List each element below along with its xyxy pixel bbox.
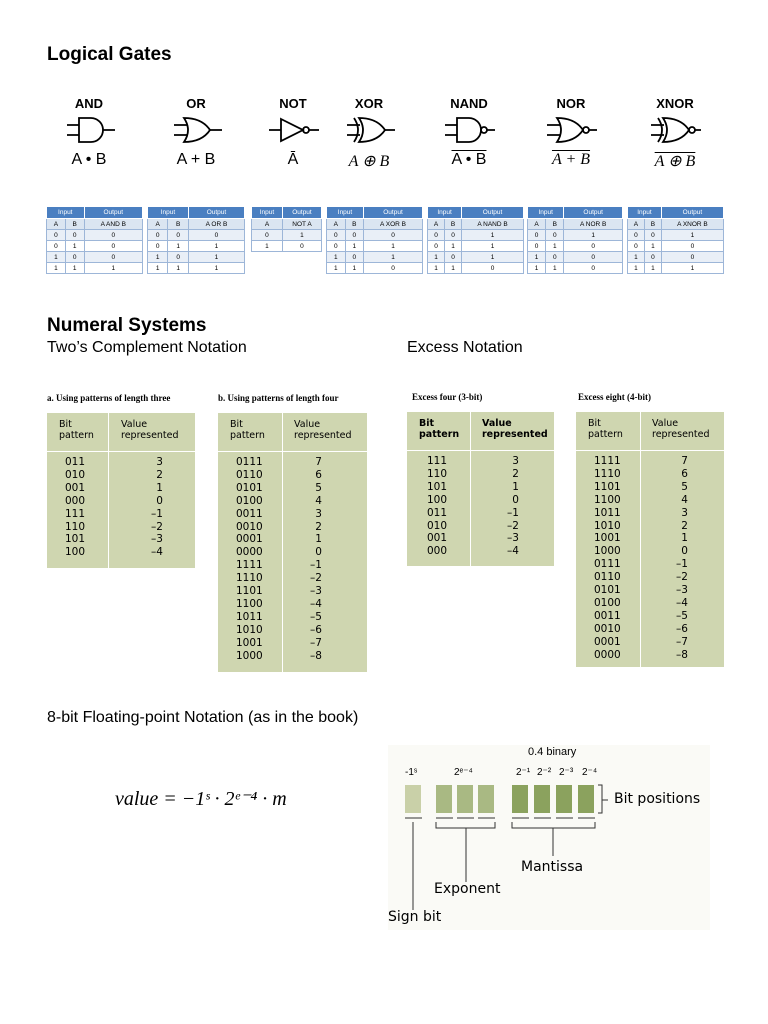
value-header: Value represented — [294, 419, 352, 441]
truth-cell: 1 — [327, 263, 346, 274]
truth-cell: 0 — [661, 252, 723, 263]
truth-cell: 1 — [65, 241, 84, 252]
truth-cell: 0 — [47, 230, 66, 241]
truth-cell: 1 — [84, 263, 142, 274]
input-header: Input — [327, 207, 364, 219]
input-var-label: A — [628, 219, 645, 230]
gate-nand — [434, 96, 504, 169]
truth-cell: 0 — [628, 230, 645, 241]
input-header: Input — [528, 207, 564, 219]
truth-cell: 1 — [445, 241, 462, 252]
truth-cell: 0 — [445, 252, 462, 263]
truth-cell: 0 — [428, 230, 445, 241]
truth-cell: 0 — [546, 230, 564, 241]
twos-4bit-table — [218, 413, 367, 672]
truth-cell: 0 — [661, 241, 723, 252]
diagram-lines — [388, 745, 710, 930]
bit-column: 1111 1110 1101 1100 1011 1010 1001 1000 0111 0110 0101 0100 0011 0010 0001 0000 — [594, 455, 621, 661]
truth-cell: 1 — [644, 241, 661, 252]
gate-or — [161, 96, 231, 169]
truth-cell: 1 — [546, 263, 564, 274]
input-var-label: B — [546, 219, 564, 230]
sign-weight-label: -1ˢ — [405, 767, 418, 778]
gate-expression: A ⊕ B — [654, 153, 696, 170]
not-gate-icon — [263, 115, 323, 145]
truth-cell: 1 — [661, 263, 723, 274]
truth-table — [46, 206, 143, 274]
gate-name: OR — [186, 96, 206, 111]
truth-cell: 1 — [47, 263, 66, 274]
input-var-label: B — [168, 219, 188, 230]
bit-column: 0111 0110 0101 0100 0011 0010 0001 0000 1111 1110 1101 1100 1011 1010 1001 1000 — [236, 456, 263, 662]
input-var-label: B — [65, 219, 84, 230]
value-column: 3 2 1 0 –1 –2 –3 –4 — [507, 455, 519, 558]
or-gate-icon — [166, 115, 226, 145]
truth-cell: 0 — [564, 241, 623, 252]
truth-cell: 1 — [282, 230, 321, 241]
bit-column: 111 110 101 100 011 010 001 000 — [427, 455, 448, 558]
truth-cell: 0 — [84, 241, 142, 252]
input-var-label: A — [327, 219, 346, 230]
truth-cell: 0 — [282, 241, 321, 252]
truth-cell: 1 — [47, 252, 66, 263]
bit-pattern-header: Bit pattern — [588, 418, 623, 440]
truth-cell: 1 — [546, 241, 564, 252]
truth-cell: 0 — [84, 252, 142, 263]
truth-cell: 0 — [528, 241, 546, 252]
truth-cell: 0 — [327, 230, 346, 241]
input-header: Input — [428, 207, 462, 219]
truth-table — [427, 206, 524, 274]
xor-gate-icon — [339, 115, 399, 145]
truth-cell: 1 — [327, 252, 346, 263]
truth-cell: 1 — [188, 263, 244, 274]
truth-cell: 0 — [252, 230, 283, 241]
truth-cell: 0 — [644, 230, 661, 241]
output-expr-label: A XOR B — [364, 219, 423, 230]
floating-formula: value = −1ˢ · 2ᵉ⁻⁴ · m — [115, 788, 287, 810]
truth-cell: 1 — [252, 241, 283, 252]
gate-expression: A + B — [176, 151, 216, 168]
truth-cell: 1 — [462, 252, 524, 263]
truth-cell: 0 — [546, 252, 564, 263]
truth-cell: 0 — [345, 230, 364, 241]
truth-cell: 0 — [168, 252, 188, 263]
truth-cell: 1 — [168, 241, 188, 252]
gate-name: NOT — [279, 96, 307, 111]
bit-positions-diagram — [388, 745, 710, 930]
excess-eight-title: Excess eight (4-bit) — [578, 392, 651, 402]
input-var-label: B — [445, 219, 462, 230]
input-var-label: A — [528, 219, 546, 230]
truth-cell: 1 — [445, 263, 462, 274]
truth-table — [326, 206, 423, 274]
value-column: 7 6 5 4 3 2 1 0 –1 –2 –3 –4 –5 –6 –7 –8 — [676, 455, 688, 661]
truth-cell: 1 — [564, 230, 623, 241]
truth-cell: 1 — [345, 263, 364, 274]
twos-3bit-table — [47, 413, 195, 568]
truth-cell: 0 — [168, 230, 188, 241]
output-header: Output — [564, 207, 623, 219]
truth-table — [527, 206, 623, 274]
truth-cell: 1 — [65, 263, 84, 274]
gate-expression: A • B — [451, 151, 487, 168]
value-column: 3 2 1 0 –1 –2 –3 –4 — [151, 456, 163, 559]
truth-cell: 1 — [528, 263, 546, 274]
mantissa-weight-2: 2⁻² — [537, 767, 552, 778]
twos-3bit-title: a. Using patterns of length three — [47, 393, 171, 403]
exponent-weight-label: 2ᵉ⁻⁴ — [454, 767, 473, 778]
input-var-label: B — [644, 219, 661, 230]
truth-cell: 0 — [188, 230, 244, 241]
gate-expression: Ā — [287, 151, 299, 168]
truth-cell: 0 — [327, 241, 346, 252]
truth-cell: 0 — [65, 252, 84, 263]
mantissa-weight-4: 2⁻⁴ — [582, 767, 598, 778]
bit-pattern-header: Bit pattern — [230, 419, 265, 441]
truth-cell: 0 — [564, 252, 623, 263]
truth-cell: 1 — [148, 252, 168, 263]
truth-cell: 0 — [445, 230, 462, 241]
logical-gates-heading: Logical Gates — [47, 44, 172, 65]
input-var-label: A — [47, 219, 66, 230]
truth-cell: 1 — [364, 252, 423, 263]
truth-cell: 1 — [644, 263, 661, 274]
bit-column: 011 010 001 000 111 110 101 100 — [65, 456, 86, 559]
output-expr-label: A XNOR B — [661, 219, 723, 230]
truth-cell: 0 — [528, 230, 546, 241]
truth-cell: 0 — [345, 252, 364, 263]
gate-and — [54, 96, 124, 169]
gate-not — [258, 96, 328, 169]
truth-cell: 1 — [188, 241, 244, 252]
twos-complement-heading: Two’s Complement Notation — [47, 339, 247, 356]
truth-table — [627, 206, 724, 274]
truth-cell: 1 — [462, 230, 524, 241]
truth-cell: 1 — [528, 252, 546, 263]
excess-eight-table — [576, 412, 724, 667]
input-header: Input — [47, 207, 85, 219]
sign-bit-label: Sign bit — [388, 909, 442, 925]
floating-point-heading: 8-bit Floating-point Notation (as in the book) — [47, 709, 359, 726]
numeral-systems-heading: Numeral Systems — [47, 315, 207, 336]
truth-cell: 0 — [628, 241, 645, 252]
value-header: Value represented — [652, 418, 710, 440]
gate-name: AND — [74, 96, 104, 111]
truth-cell: 1 — [428, 252, 445, 263]
truth-cell: 1 — [345, 241, 364, 252]
input-var-label: A — [428, 219, 445, 230]
mantissa-weight-3: 2⁻³ — [559, 767, 574, 778]
gate-name: XNOR — [656, 96, 694, 111]
value-header: Value represented — [121, 419, 179, 441]
truth-cell: 0 — [364, 263, 423, 274]
output-header: Output — [188, 207, 244, 219]
truth-cell: 0 — [428, 241, 445, 252]
gate-expression: A + B — [551, 151, 591, 168]
output-header: Output — [661, 207, 723, 219]
truth-cell: 0 — [564, 263, 623, 274]
gate-expression: A • B — [71, 151, 107, 168]
mantissa-label: Mantissa — [521, 859, 584, 875]
bit-pattern-header: Bit pattern — [59, 419, 94, 441]
output-expr-label: A AND B — [84, 219, 142, 230]
gate-name: NOR — [556, 96, 586, 111]
output-expr-label: NOT A — [282, 219, 321, 230]
excess-four-title: Excess four (3-bit) — [412, 392, 483, 402]
truth-cell: 1 — [428, 263, 445, 274]
input-var-label: B — [345, 219, 364, 230]
truth-cell: 0 — [364, 230, 423, 241]
truth-cell: 0 — [462, 263, 524, 274]
truth-cell: 1 — [462, 241, 524, 252]
truth-cell: 1 — [628, 263, 645, 274]
and-gate-icon — [59, 115, 119, 145]
truth-cell: 1 — [628, 252, 645, 263]
exponent-label: Exponent — [434, 881, 501, 897]
truth-table — [147, 206, 245, 274]
truth-cell: 1 — [188, 252, 244, 263]
gate-xnor — [640, 96, 710, 171]
truth-cell: 1 — [364, 241, 423, 252]
truth-cell: 0 — [644, 252, 661, 263]
input-header: Input — [148, 207, 189, 219]
input-header: Input — [252, 207, 283, 219]
bit-positions-label: Bit positions — [614, 791, 701, 807]
truth-cell: 0 — [65, 230, 84, 241]
gate-nor — [536, 96, 606, 169]
gate-xor — [334, 96, 404, 171]
binary-label: 0.4 binary — [528, 746, 577, 758]
excess-notation-heading: Excess Notation — [407, 339, 523, 356]
nor-gate-icon — [541, 115, 601, 145]
mantissa-weight-1: 2⁻¹ — [516, 767, 531, 778]
truth-table — [251, 206, 322, 252]
bit-pattern-header: Bit pattern — [419, 418, 460, 440]
output-header: Output — [462, 207, 524, 219]
input-var-label: A — [148, 219, 168, 230]
truth-cell: 1 — [661, 230, 723, 241]
output-header: Output — [84, 207, 142, 219]
truth-cell: 0 — [148, 241, 168, 252]
value-header: Value represented — [482, 418, 548, 440]
excess-four-table — [407, 412, 554, 566]
nand-gate-icon — [439, 115, 499, 145]
truth-cell: 0 — [84, 230, 142, 241]
truth-cell: 1 — [148, 263, 168, 274]
xnor-gate-icon — [645, 115, 705, 145]
output-expr-label: A NOR B — [564, 219, 623, 230]
value-column: 7 6 5 4 3 2 1 0 –1 –2 –3 –4 –5 –6 –7 –8 — [310, 456, 322, 662]
output-expr-label: A OR B — [188, 219, 244, 230]
gate-name: XOR — [354, 96, 384, 111]
truth-cell: 0 — [47, 241, 66, 252]
output-expr-label: A NAND B — [462, 219, 524, 230]
input-var-label: A — [252, 219, 283, 230]
gate-expression: A ⊕ B — [348, 153, 390, 170]
output-header: Output — [282, 207, 321, 219]
output-header: Output — [364, 207, 423, 219]
truth-cell: 0 — [148, 230, 168, 241]
input-header: Input — [628, 207, 662, 219]
truth-cell: 1 — [168, 263, 188, 274]
gate-name: NAND — [450, 96, 488, 111]
twos-4bit-title: b. Using patterns of length four — [218, 393, 339, 403]
